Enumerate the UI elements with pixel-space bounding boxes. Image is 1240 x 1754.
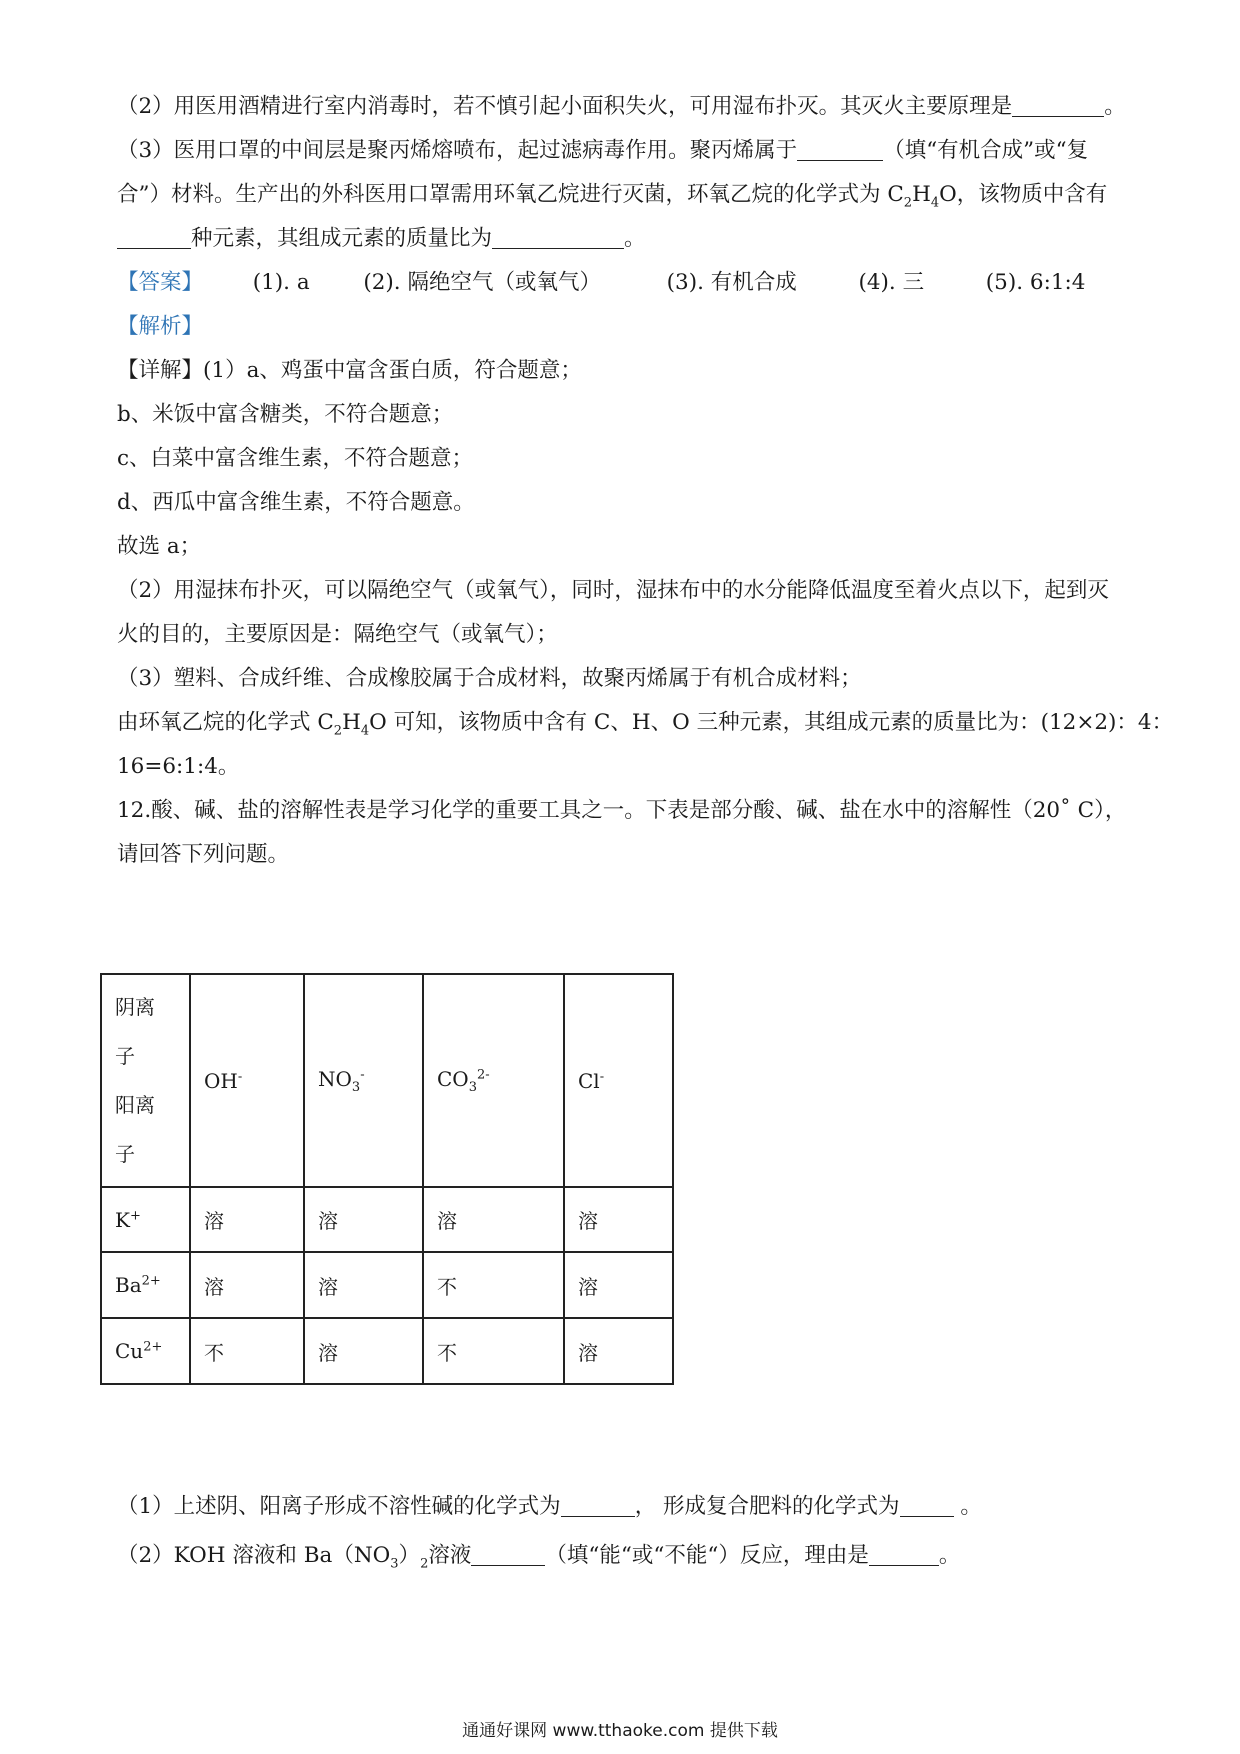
q12-2-sub: 3	[390, 1556, 399, 1572]
q3-line-2	[117, 180, 1137, 218]
q12-2-end: 。	[938, 1543, 961, 1568]
q3-text-1a: （3）医用口罩的中间层是聚丙烯熔喷布，起过滤病毒作用。聚丙烯属于	[117, 138, 798, 163]
table-cell: 溶	[564, 1187, 673, 1252]
table-cell: 不	[423, 1252, 564, 1318]
q12-1-text-b: ， 形成复合肥料的化学式为	[634, 1494, 900, 1519]
detail-b: b、米饭中富含糖类，不符合题意；	[117, 402, 454, 427]
anion-co3	[423, 974, 564, 1187]
detail-4a	[117, 708, 1174, 746]
table-cell: 溶	[564, 1252, 673, 1318]
q3-text-3-end: 。	[624, 226, 646, 251]
anion-oh-base: OH	[204, 1068, 238, 1093]
cation-ba	[101, 1252, 190, 1318]
anion-cl-base: Cl	[578, 1068, 600, 1093]
cation-cu-charge: 2+	[143, 1339, 163, 1355]
solubility-table	[100, 973, 674, 1385]
q3-text-2b: O，该物质中含有	[939, 182, 1108, 207]
detail-d: d、西瓜中富含维生素，不符合题意。	[117, 490, 475, 515]
analysis-tag: 【解析】	[117, 314, 204, 339]
detail-4a-sub-1: 2	[333, 723, 343, 739]
detail-4a-sub-2: 4	[360, 723, 370, 739]
anion-no3-base: NO	[318, 1066, 352, 1091]
table-row	[101, 1187, 673, 1252]
q2-text: （2）用医用酒精进行室内消毒时，若不慎引起小面积失火，可用湿布扑灭。其灭火主要原理是	[117, 94, 1013, 119]
table-cell: 溶	[190, 1187, 304, 1252]
q12-line-1: 12.酸、碱、盐的溶解性表是学习化学的重要工具之一。下表是部分酸、碱、盐在水中的溶解性（20˚ C），	[117, 798, 1127, 823]
anion-cl-charge: -	[599, 1068, 605, 1084]
table-corner-cell	[101, 974, 190, 1187]
cation-k-charge: +	[129, 1207, 141, 1223]
table-cell: 溶	[304, 1318, 423, 1384]
q12-2-text-d: （填“能“或“不能“）反应，理由是	[545, 1543, 869, 1568]
detail-choose: 故选 a；	[117, 534, 202, 559]
anion-co3-base: CO	[437, 1066, 469, 1091]
table-header-row	[101, 974, 673, 1187]
answer-2: (2). 隔绝空气（或氧气）	[363, 270, 601, 295]
table-cell: 溶	[304, 1252, 423, 1318]
q2-blank[interactable]	[1012, 94, 1104, 117]
q12-2-blank-1[interactable]	[471, 1543, 545, 1566]
q12-2-blank-2[interactable]	[869, 1543, 939, 1566]
anion-no3	[304, 974, 423, 1187]
detail-3: （3）塑料、合成纤维、合成橡胶属于合成材料，故聚丙烯属于有机合成材料；	[117, 666, 862, 691]
q12-2-text-a: （2）KOH 溶液和 Ba（NO	[117, 1543, 391, 1568]
corner-line-3: 阳离	[115, 1092, 155, 1117]
detail-2b: 火的目的，主要原因是：隔绝空气（或氧气）；	[117, 622, 558, 647]
anion-no3-sub: 3	[351, 1079, 361, 1095]
q3-text-2a: 合”）材料。生产出的外科医用口罩需用环氧乙烷进行灭菌，环氧乙烷的化学式为 C	[117, 182, 904, 207]
cation-cu-base: Cu	[115, 1339, 144, 1363]
table-cell: 溶	[423, 1187, 564, 1252]
q3-blank-1[interactable]	[797, 138, 883, 161]
anion-co3-charge: 2-	[476, 1066, 490, 1082]
q3-h: H	[912, 182, 931, 207]
corner-line-1: 阴离	[115, 994, 155, 1019]
q12-1-line	[117, 1492, 1137, 1522]
table-cell: 不	[190, 1318, 304, 1384]
q3-blank-3[interactable]	[492, 226, 624, 249]
anion-oh-charge: -	[237, 1068, 243, 1084]
q2-end: 。	[1104, 94, 1126, 119]
q12-2-text-c: 溶液	[428, 1543, 472, 1568]
answer-line	[117, 268, 1137, 298]
cation-k-base: K	[115, 1207, 130, 1232]
q12-line-2: 请回答下列问题。	[117, 842, 290, 867]
detail-c: c、白菜中富含维生素，不符合题意；	[117, 446, 474, 471]
q12-2-sub-2: 2	[420, 1556, 429, 1572]
q12-2-text-b: ）	[398, 1543, 421, 1568]
anion-no3-charge: -	[360, 1066, 365, 1082]
table-cell: 不	[423, 1318, 564, 1384]
answer-3: (3). 有机合成	[666, 270, 797, 295]
cation-ba-base: Ba	[115, 1273, 142, 1297]
page-footer: 通通好课网 www.tthaoke.com 提供下载	[462, 1721, 778, 1741]
detail-4a-h: H	[342, 710, 361, 735]
table-cell: 溶	[564, 1318, 673, 1384]
anion-cl	[564, 974, 673, 1187]
answer-4: (4). 三	[858, 270, 925, 295]
q3-line-3	[117, 224, 1137, 254]
q12-1-blank-2[interactable]	[900, 1494, 954, 1517]
detail-4a-pre: 由环氧乙烷的化学式 C	[117, 710, 334, 735]
cation-ba-charge: 2+	[141, 1273, 161, 1289]
q12-1-blank-1[interactable]	[561, 1494, 635, 1517]
anion-oh	[190, 974, 304, 1187]
q2-line	[117, 92, 1137, 122]
table-row	[101, 1252, 673, 1318]
q12-1-end: 。	[953, 1494, 982, 1519]
q12-2-line	[117, 1541, 1137, 1579]
table-row	[101, 1318, 673, 1384]
cation-cu	[101, 1318, 190, 1384]
detail-2a: （2）用湿抹布扑灭，可以隔绝空气（或氧气），同时，湿抹布中的水分能降低温度至着火点以下，起到灭	[117, 578, 1109, 603]
cation-k	[101, 1187, 190, 1252]
q3-blank-2[interactable]	[117, 226, 191, 249]
detail-4b: 16=6:1:4。	[117, 754, 240, 779]
corner-line-2: 子	[115, 1043, 135, 1068]
q3-sub-1: 2	[903, 195, 913, 211]
detail-4a-post: O 可知，该物质中含有 C、H、O 三种元素，其组成元素的质量比为：(12×2)：4：	[369, 710, 1174, 735]
anion-co3-sub: 3	[468, 1079, 477, 1095]
detail-1: 【详解】(1）a、鸡蛋中富含蛋白质，符合题意；	[117, 358, 582, 383]
corner-line-4: 子	[115, 1141, 135, 1166]
answer-5: (5). 6:1:4	[985, 270, 1086, 295]
answer-tag: 【答案】	[117, 270, 204, 295]
answer-1: (1). a	[252, 270, 310, 295]
q3-text-3a: 种元素，其组成元素的质量比为	[191, 226, 493, 251]
q3-text-1b: （填“有机合成”或“复	[883, 138, 1089, 163]
q3-line-1	[117, 136, 1137, 166]
table-cell: 溶	[304, 1187, 423, 1252]
table-cell: 溶	[190, 1252, 304, 1318]
q12-1-text-a: （1）上述阴、阳离子形成不溶性碱的化学式为	[117, 1494, 561, 1519]
q3-sub-2: 4	[930, 195, 940, 211]
